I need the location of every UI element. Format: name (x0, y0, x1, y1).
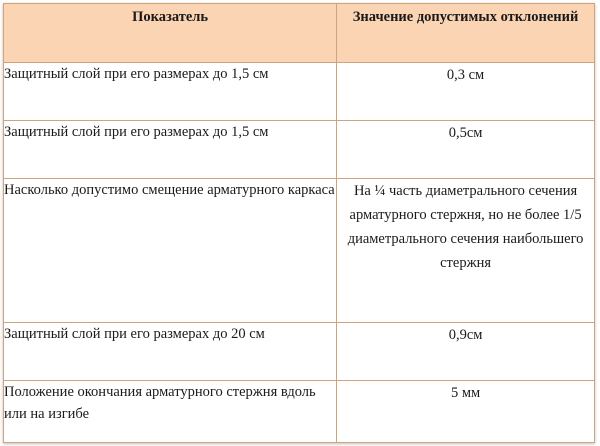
table-header (4, 4, 595, 63)
header-tolerance: Значение допустимых отклонений (337, 4, 595, 63)
table-row (4, 380, 595, 442)
table-body (4, 63, 595, 443)
table-row (4, 121, 595, 179)
table-row (4, 322, 595, 380)
row-indicator: Положение окончания арматурного стержня вдоль или на изгибе (4, 380, 337, 442)
tolerance-table (3, 3, 595, 443)
row-tolerance: 0,9см (337, 322, 595, 380)
row-tolerance: 5 мм (337, 380, 595, 442)
row-indicator: Защитный слой при его размерах до 1,5 см (4, 121, 337, 179)
row-indicator: Насколько допустимо смещение арматурного каркаса (4, 179, 337, 323)
table-row (4, 63, 595, 121)
row-indicator: Защитный слой при его размерах до 20 см (4, 322, 337, 380)
header-row (4, 4, 595, 63)
header-indicator: Показатель (4, 4, 337, 63)
table-row (4, 179, 595, 323)
row-tolerance: На ¼ часть диаметрального сечения арматурного стержня, но не более 1/5 диаметрального сечения наибольшего стержня (337, 179, 595, 323)
row-indicator: Защитный слой при его размерах до 1,5 см (4, 63, 337, 121)
row-tolerance: 0,5см (337, 121, 595, 179)
row-tolerance: 0,3 см (337, 63, 595, 121)
